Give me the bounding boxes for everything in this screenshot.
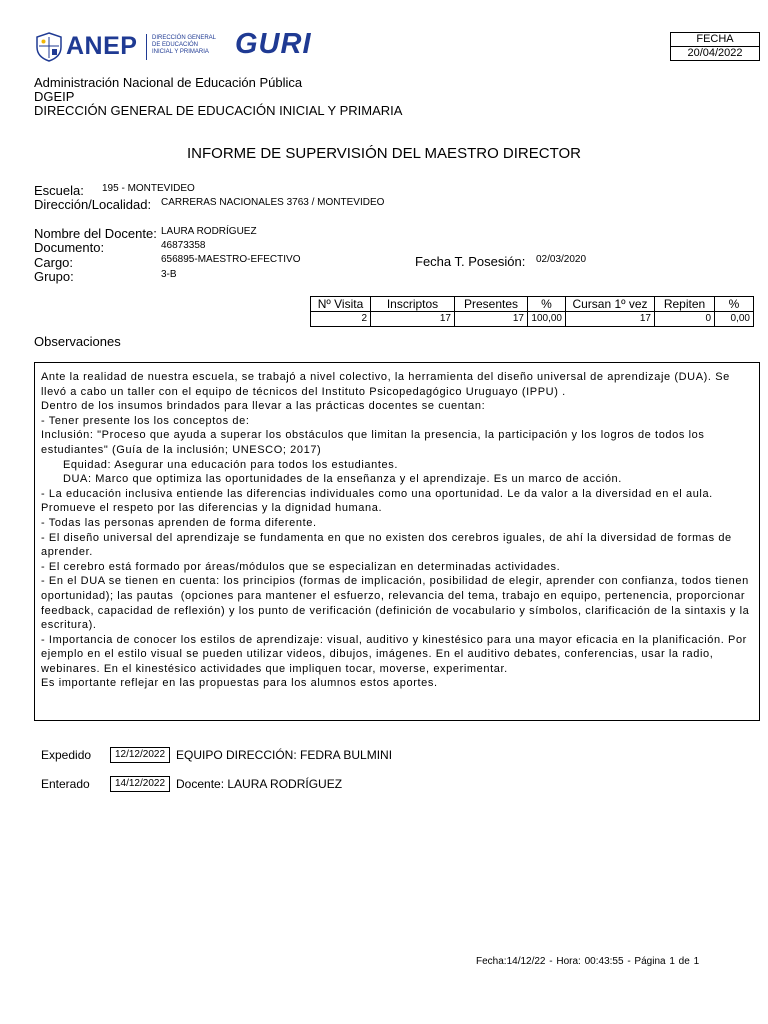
header-dgeip: DGEIP	[34, 89, 75, 104]
page-footer: Fecha:14/12/22 - Hora: 00:43:55 - Página 1 de 1	[476, 956, 700, 967]
anep-sub-line-3: INICIAL Y PRIMARIA	[152, 49, 209, 55]
stats-header-inscriptos: Inscriptos	[371, 297, 455, 312]
stats-value-presentes: 17	[455, 312, 528, 327]
stats-value-percent-2: 0,00	[715, 312, 754, 327]
stats-header-percent: %	[528, 297, 566, 312]
enterado-label: Enterado	[41, 777, 90, 791]
cargo-label: Cargo:	[34, 255, 74, 270]
nombre-value: LAURA RODRÍGUEZ	[161, 226, 257, 237]
anep-logo-subtitle	[152, 35, 216, 56]
stats-value-inscriptos: 17	[371, 312, 455, 327]
stats-value-visita: 2	[311, 312, 371, 327]
expedido-text: EQUIPO DIRECCIÓN: FEDRA BULMINI	[176, 748, 393, 762]
page-title: INFORME DE SUPERVISIÓN DEL MAESTRO DIRECTOR	[187, 145, 581, 162]
stats-header-presentes: Presentes	[455, 297, 528, 312]
stats-table	[310, 296, 754, 327]
observaciones-text: Ante la realidad de nuestra escuela, se trabajó a nivel colectivo, la herramienta del diseño universal de aprendizaje (DUA). Se llevó a cabo un taller con el equipo de técnicos del Instituto Psicopedagógico Uruguayo (IPPU) . Dentro de los insumos brindados para llevar a las prácticas docentes se cuentan: - Tener presente los los conceptos de: Inclusión: "Proceso que ayuda a superar los obstáculos que limitan la presencia, la participación y los logros de todos los estudiantes" (Guía de la inclusión; UNESCO; 2017) Equidad: Asegurar una educación para todos los estudiantes. DUA: Marco que optimiza las oportunidades de la enseñanza y el aprendizaje. Es un marco de acción. - La educación inclusiva entiende las diferencias individuales como una oportunidad. Le da valor a la diversidad en el aula. Promueve el respeto por las diferencias y la dignidad humana. - Todas las personas aprenden de forma diferente. - El diseño universal del aprendizaje se fundamenta en que no existen dos cerebros iguales, de ahí la diversidad de formas de aprender. - El cerebro está formado por áreas/módulos que se especializan en determinadas actividades. - En el DUA se tienen en cuenta: los principios (formas de implicación, posibilidad de elegir, aprender con confianza, todos tienen oportunidad); las pautas (opciones para mantener el esfuerzo, relevancia del tema, trabajo en equipo, pertenencia, proporcionar feedback, capacidad de reflexión) y los punto de verificación (definición de vocabulario y símbolos, clarificación de la sintaxis y la escritura). - Importancia de conocer los estilos de aprendizaje: visual, auditivo y kinestésico para una mayor eficacia en la planificación. Por ejemplo en el estilo visual se pueden utilizar videos, dibujos, imágenes. En el auditivo debates, conferencias, usar la radio, webinares. En el kinestésico actividades que impliquen tocar, moverse, experimentar. Es importante reflejar en las propuestas para los alumnos estos aportes.	[41, 371, 750, 690]
nombre-label: Nombre del Docente:	[34, 226, 157, 241]
grupo-label: Grupo:	[34, 269, 74, 284]
grupo-value: 3-B	[161, 269, 177, 280]
escuela-label: Escuela:	[34, 183, 84, 198]
fecha-label: FECHA	[671, 33, 759, 47]
logo-divider	[146, 34, 147, 60]
guri-logo: GURI	[235, 28, 312, 60]
expedido-label: Expedido	[41, 748, 92, 762]
anep-logo: ANEP	[66, 32, 138, 60]
cargo-value: 656895-MAESTRO-EFECTIVO	[161, 254, 301, 265]
direccion-value: CARRERAS NACIONALES 3763 / MONTEVIDEO	[161, 197, 385, 208]
expedido-date: 12/12/2022	[110, 747, 170, 763]
stats-value-row	[311, 312, 754, 327]
uruguay-seal-icon	[35, 32, 63, 62]
direccion-label: Dirección/Localidad:	[34, 197, 152, 212]
stats-value-cursan: 17	[566, 312, 655, 327]
header-org: Administración Nacional de Educación Pública	[34, 75, 303, 90]
header-direction: DIRECCIÓN GENERAL DE EDUCACIÓN INICIAL Y PRIMARIA	[34, 103, 403, 118]
posesion-label: Fecha T. Posesión:	[415, 254, 526, 269]
stats-header-visita: Nº Visita	[311, 297, 371, 312]
escuela-value: 195 - MONTEVIDEO	[102, 183, 195, 194]
observaciones-box	[34, 362, 760, 721]
stats-header-cursan: Cursan 1º vez	[566, 297, 655, 312]
anep-sub-line-2: DE EDUCACIÓN	[152, 42, 199, 48]
posesion-value: 02/03/2020	[536, 254, 587, 265]
documento-value: 46873358	[161, 240, 206, 251]
fecha-value: 20/04/2022	[687, 47, 743, 59]
stats-header-percent-2: %	[715, 297, 754, 312]
stats-value-percent: 100,00	[528, 312, 566, 327]
observaciones-label: Observaciones	[34, 334, 121, 349]
anep-sub-line-1: DIRECCIÓN GENERAL	[152, 35, 217, 41]
fecha-box	[670, 32, 760, 61]
stats-header-row	[311, 297, 754, 312]
stats-value-repiten: 0	[655, 312, 715, 327]
enterado-date: 14/12/2022	[110, 776, 170, 792]
stats-header-repiten: Repiten	[655, 297, 715, 312]
enterado-text: Docente: LAURA RODRÍGUEZ	[176, 777, 343, 791]
documento-label: Documento:	[34, 240, 105, 255]
